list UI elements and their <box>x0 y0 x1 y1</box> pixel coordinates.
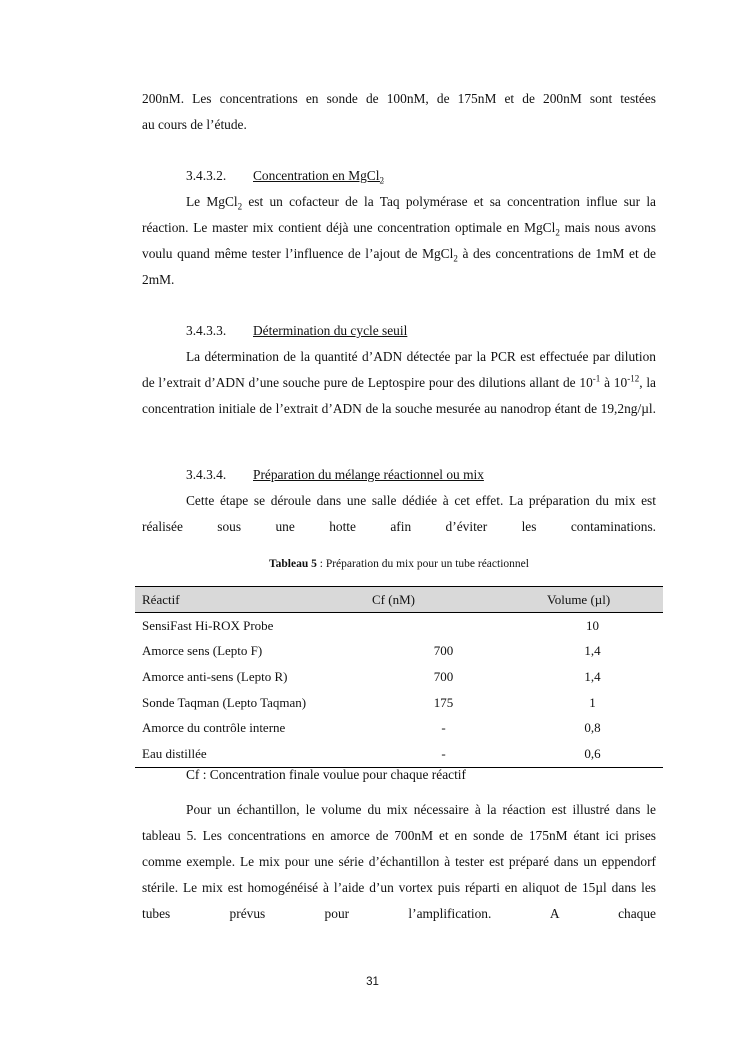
mgcl2-paragraph: Le MgCl$_2$ est un cofacteur de la Taq polymérase et sa concentration influe sur la réaction. Le master mix contient déjà une concentration optimale en MgCl$_2$ mais nous avons voulu quand même tester l’influence de l’ajout de MgCl$_2$ à des concentrations de 1mM et de 2mM. <box>142 194 657 287</box>
section-heading-mgcl2 <box>186 163 384 189</box>
table-row: Amorce sens (Lepto F) 700 1,4 <box>142 643 601 659</box>
header-reactif: Réactif <box>135 587 365 613</box>
caption-text: : Préparation du mix pour un tube réactionnel <box>316 558 529 570</box>
caption-label: Tableau 5 <box>269 558 317 570</box>
header-volume: Volume (µl) <box>515 587 663 613</box>
intro-line-2: au cours de l’étude. <box>142 117 247 132</box>
mix-paragraph: Cette étape se déroule dans une salle dédiée à cet effet. La préparation du mix est réalisée sous une hotte afin d’éviter les contaminations. <box>142 493 656 534</box>
section-heading-cycle <box>186 318 407 344</box>
section-number: 3.4.3.4. <box>186 467 227 482</box>
section-title: Concentration en MgCl$_2$ <box>253 168 384 186</box>
header-cf: Cf (nM) <box>365 587 515 613</box>
table-row: Amorce du contrôle interne - 0,8 <box>142 720 601 736</box>
section-number: 3.4.3.2. <box>186 168 227 183</box>
section-heading-mix <box>186 462 484 488</box>
table-row: Eau distillée - 0,6 <box>135 741 663 767</box>
closing-paragraph: Pour un échantillon, le volume du mix nécessaire à la réaction est illustré dans le tableau 5. Les concentrations en amorce de 700nM et en sonde de 175nM étant ici prises comme exemple. Le mix pour une série d’échantillon à tester est préparé dans un eppendorf stérile. Le mix est homogénéisé à l’aide d’un vortex puis réparti en aliquot de 15µl dans les tubes prévus pour l’amplification. A chaque <box>142 802 656 921</box>
section-title: Détermination du cycle seuil <box>253 323 408 338</box>
table-row: Sonde Taqman (Lepto Taqman) 175 1 <box>142 694 596 710</box>
page-number: 31 <box>366 976 379 988</box>
table-row: SensiFast Hi-ROX Probe 10 <box>142 617 599 633</box>
section-title: Préparation du mélange réactionnel ou mix <box>253 467 484 482</box>
mix-table <box>135 586 663 768</box>
table-row: Amorce anti-sens (Lepto R) 700 1,4 <box>142 668 601 684</box>
cycle-paragraph: La détermination de la quantité d’ADN détectée par la PCR est effectuée par dilution de l’extrait d’ADN d’une souche pure de Leptospire pour des dilutions allant de $10^{-1}$ à $10^{-12}$, la concentration initiale de l’extrait d’ADN de la souche mesurée au nanodrop étant de 19,2ng/µl. <box>142 349 656 416</box>
table-caption <box>142 558 656 570</box>
intro-line-1: 200nM. Les concentrations en sonde de 100nM, de 175nM et de 200nM sont testées <box>142 91 656 106</box>
section-number: 3.4.3.3. <box>186 323 227 338</box>
table-header-row <box>135 587 663 613</box>
table-note: Cf : Concentration finale voulue pour chaque réactif <box>186 767 466 782</box>
